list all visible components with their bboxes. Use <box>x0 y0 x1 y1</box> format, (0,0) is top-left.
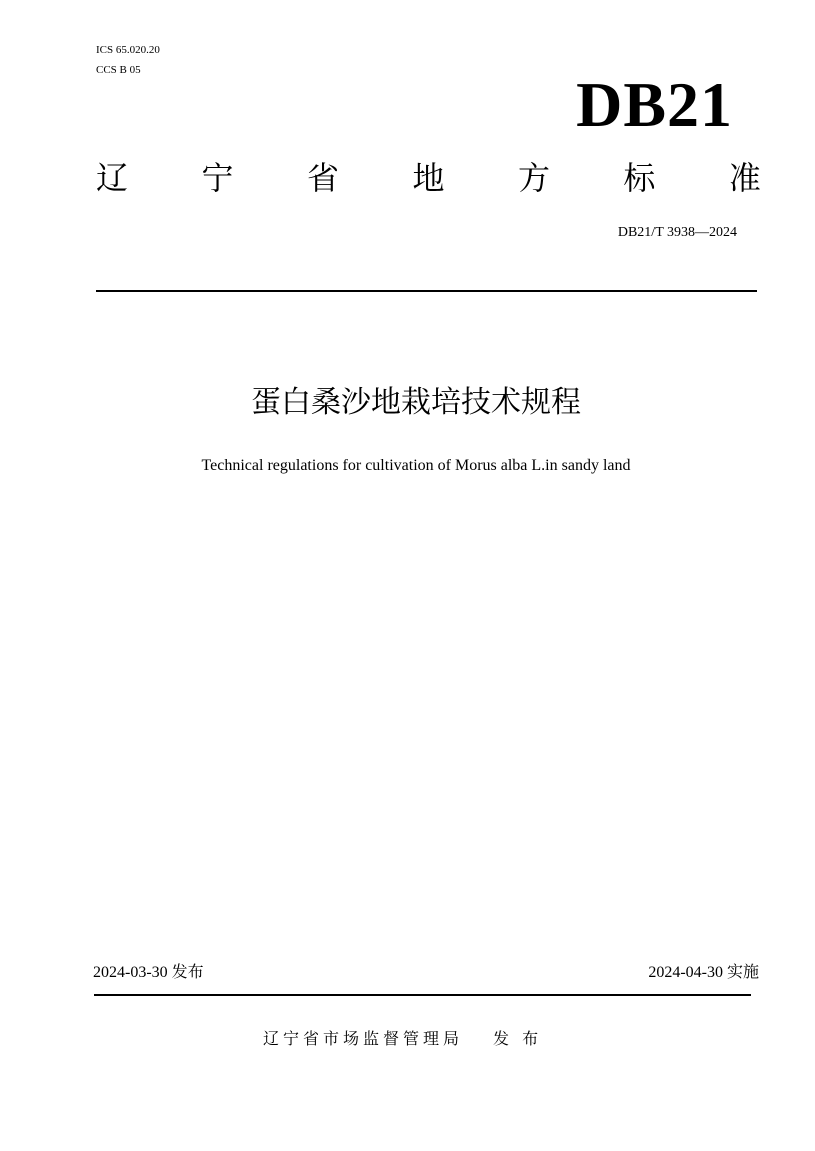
release-date: 2024-03-30 发布 <box>93 964 204 981</box>
standard-type-char: 准 <box>728 159 761 197</box>
title-english: Technical regulations for cultivation of Morus alba L.in sandy land <box>201 457 631 474</box>
bottom-divider <box>94 994 751 996</box>
standard-type-char: 方 <box>517 159 550 197</box>
standard-type-char: 标 <box>623 159 656 197</box>
standard-type-char: 辽 <box>96 159 129 197</box>
standard-type-char: 宁 <box>201 159 234 197</box>
ccs-code: CCS B 05 <box>96 64 141 76</box>
issuer-line <box>263 1028 542 1050</box>
implementation-date: 2024-04-30 实施 <box>648 964 759 981</box>
standard-type-char: 地 <box>412 159 445 197</box>
ics-code: ICS 65.020.20 <box>96 44 160 56</box>
standard-number: DB21/T 3938—2024 <box>617 225 737 240</box>
issuer-action: 发 布 <box>493 1029 543 1048</box>
title-chinese: 蛋白桑沙地栽培技术规程 <box>251 385 581 420</box>
standard-logo: DB21 <box>576 69 733 140</box>
standard-type-heading <box>96 158 761 198</box>
top-divider <box>96 290 757 292</box>
issuer-name: 辽宁省市场监督管理局 <box>263 1029 464 1048</box>
standard-type-char: 省 <box>306 159 339 197</box>
